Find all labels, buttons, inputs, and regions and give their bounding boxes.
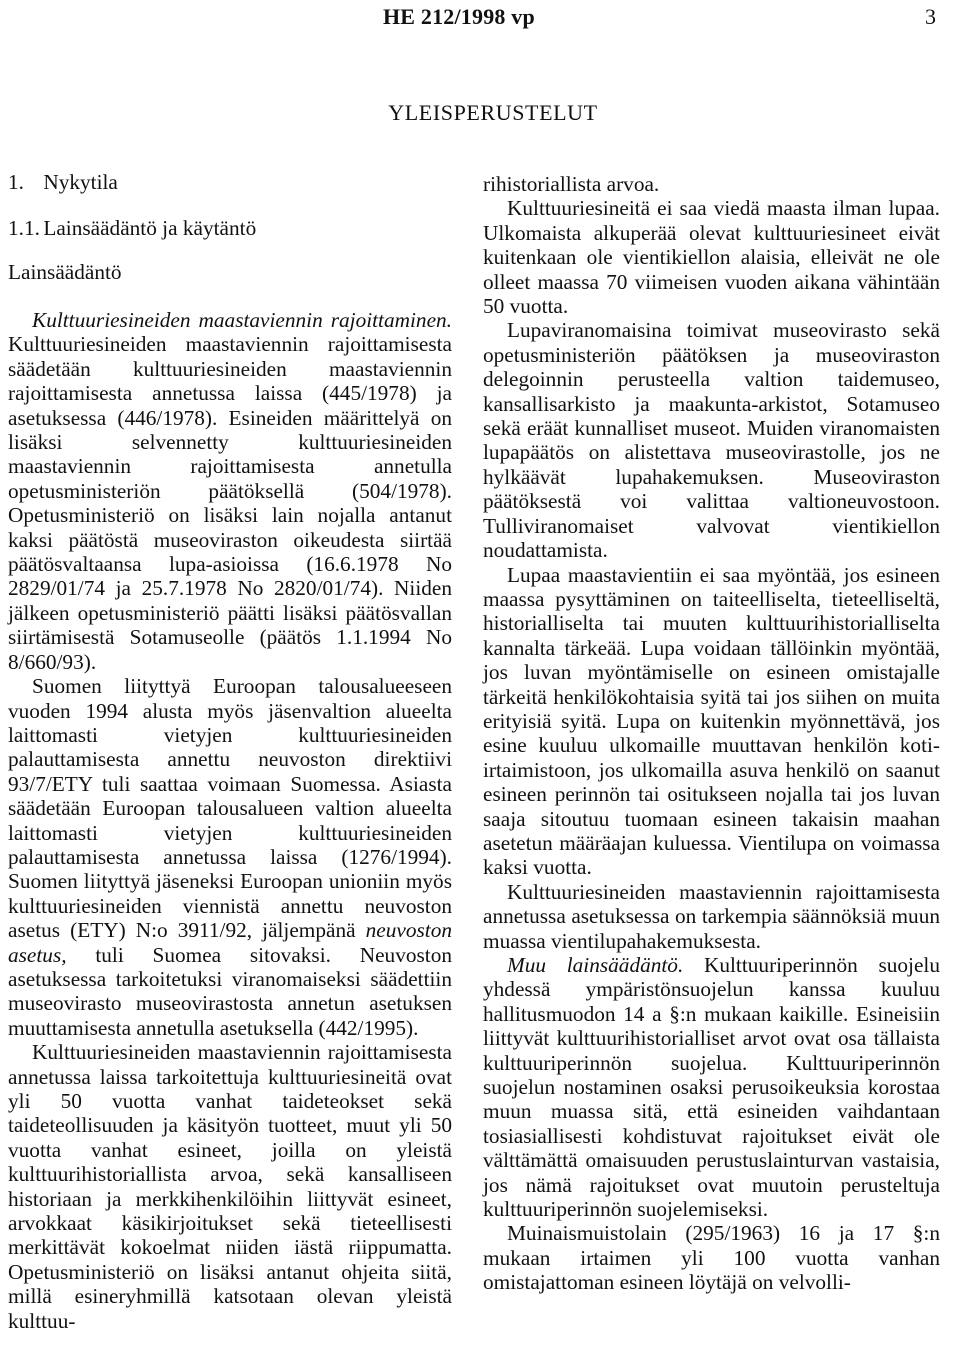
paragraph: Lupaviranomaisina toimivat museovirasto sekä opetusministeriön päätöksen ja museoviraston delegoinnin perusteella valtion taidemuseo, kansallisarkisto ja maakunta-arkistot, Sotamuseo sekä eräät kunnalliset museot. Muiden viranomaisten lupapäätös on alistettava museovirastolle, jos ne hylkäävät lupahakemuksen. Museoviraston päätöksestä voi valittaa valtioneuvostoon. Tulliviranomaiset valvovat vientikiellon noudattamista. — [483, 318, 940, 563]
paragraph-text: Kulttuuriperinnön suojelu yhdessä ympäristönsuojelun kanssa kuuluu hallitusmuodon 14 a §:n mukaan kaikille. Esineisiin liittyvät kulttuurihistorialliset arvot ovat osa tällaista kulttuuriperinnön suojelua. Kulttuuriperinnön suojelun nostaminen osaksi perusoikeuksia korostaa muun muassa sitä, että esineiden vaihdantaan tosiasiallisesti kohdistuvat rajoitukset eivät ole välttämättä omaisuuden perustuslainturvan vastaisia, jos nämä rajoitukset ovat muutoin perusteltuja kulttuuriperinnön suojelemiseksi. — [483, 953, 940, 1222]
heading-text: Lainsäädäntö ja käytäntö — [43, 216, 257, 240]
paragraph-inline-italic: neuvoston asetus, — [8, 918, 452, 967]
paragraph-text: tuli Suomea sitovaksi. Neuvoston asetuksessa tarkoitetuksi viranomaiseksi säädettiin museovirasto museovirastosta annetun asetuksen muuttamisesta annetulla asetuksella (442/1995). — [8, 942, 452, 1040]
document-id: HE 212/1998 vp — [383, 4, 535, 29]
heading-number: 1.1. — [8, 216, 40, 240]
page-header — [0, 0, 960, 40]
paragraph: Kulttuuriesineiden maastaviennin rajoittamisesta annetussa asetuksessa on tarkempia säännöksiä muun muassa vientilupahakemuksesta. — [483, 879, 940, 953]
paragraph-lead-italic: Muu lainsäädäntö. — [507, 953, 684, 977]
heading-number: 1. — [8, 170, 24, 194]
paragraph-continuation: rihistoriallista arvoa. — [483, 172, 660, 196]
heading-level-3: Lainsäädäntö — [8, 260, 122, 284]
paragraph-text: Kulttuuriesineiden maastaviennin rajoittamisesta annetussa laissa tarkoitettuja kulttuuriesineitä ovat yli 50 vuotta vanhat taideteokset sekä taideteollisuuden ja käsityön tuotteet, muut yli 50 vuotta vanhat esineet, joilla on yleistä kulttuurihistoriallista arvoa, sekä kansalliseen historiaan ja merkkihenkilöihin liittyvät esineet, arvokkaat käsikirjoitukset sekä tieteellisesti merkittävät kokoelmat niiden iästä riippumatta. Opetusministeriö on lisäksi antanut ohjeita siitä, millä esineryhmillä katsotaan olevan yleistä kulttuu- — [8, 1040, 452, 1333]
heading-level-2 — [8, 198, 452, 256]
paragraph: Kulttuuriesineitä ei saa viedä maasta ilman lupaa. Ulkomaista alkuperää olevat kulttuuriesineet eivät kuitenkaan ole vientikiellon alaisia, elleivät ne ole olleet maassa 70 viimeisen vuoden aikana vähintään 50 vuotta. — [483, 196, 940, 319]
paragraph — [483, 953, 940, 1221]
paragraph-lead-italic: Kulttuuriesineiden maastaviennin rajoittaminen. — [32, 308, 452, 332]
paragraph: Muinaismuistolain (295/1963) 16 ja 17 §:n mukaan irtaimen yli 100 vuotta vanhan omistajattoman esineen löytäjä on velvolli- — [483, 1221, 940, 1295]
paragraph-text: Suomen liityttyä Euroopan talousalueeseen vuoden 1994 alusta myös jäsenvaltion alueelta laittomasti vietyjen kulttuuriesineiden palauttamisesta annettu neuvoston direktiivi 93/7/ETY tuli saattaa voimaan Suomessa. Asiasta säädetään Euroopan talousalueen valtion alueelta laittomasti vietyjen kulttuuriesineiden palauttamisesta annetussa laissa (1276/1994). Suomen liityttyä jäseneksi Euroopan unioniin myös kulttuuriesineiden viennistä annettu neuvoston asetus (ETY) N:o 3911/92, jäljempänä — [8, 674, 452, 943]
section-title: YLEISPERUSTELUT — [388, 100, 598, 125]
page-number: 3 — [925, 4, 936, 29]
heading-level-1 — [8, 170, 452, 198]
paragraph — [8, 674, 452, 1040]
left-column — [8, 170, 452, 1333]
heading-text: Nykytila — [43, 170, 118, 194]
right-column — [483, 172, 940, 1295]
paragraph — [8, 1040, 452, 1333]
paragraph-text: Kulttuuriesineiden maastaviennin rajoittamisesta säädetään kulttuuriesineiden maastaviennin rajoittamisesta annetussa laissa (445/1978) ja asetuksessa (446/1978). Esineiden määrittelyä on lisäksi selvennetty kulttuuriesineiden maastaviennin rajoittamisesta annetulla opetusministeriön päätöksellä (504/1978). Opetusministeriö on lisäksi lain nojalla antanut kaksi päätöstä museoviraston oikeudesta siirtää päätösvaltaansa lupa-asioissa (16.6.1978 No 2829/01/74 ja 25.7.1978 No 2820/01/74). Niiden jälkeen opetusministeriö päätti lisäksi päätösvallan siirtämisestä Sotamuseolle (päätös 1.1.1994 No 8/660/93). — [8, 332, 452, 674]
paragraph — [8, 308, 452, 674]
paragraph: Lupaa maastavientiin ei saa myöntää, jos esineen maassa pysyttäminen on taiteelliselta, tieteelliseltä, historialliselta tai muuten kulttuurihistorialliselta kannalta tärkeää. Lupa voidaan tällöinkin myöntää, jos luvan myöntämiselle on esineen omistajalle tärkeitä henkilökohtaisia syitä tai jos siihen on muita erityisiä syitä. Lupa on kuitenkin myönnettävä, jos esine kuuluu ulkomaille muuttavan henkilön koti-irtaimistoon, jos ulkomailla asuva henkilö on saanut esineen perinnön tai ositukseen nojalla tai jos luvan saaja sitoutuu tuomaan esineen takaisin maahan asetetun määräajan kuluessa. Vientilupa on voimassa kaksi vuotta. — [483, 562, 940, 880]
